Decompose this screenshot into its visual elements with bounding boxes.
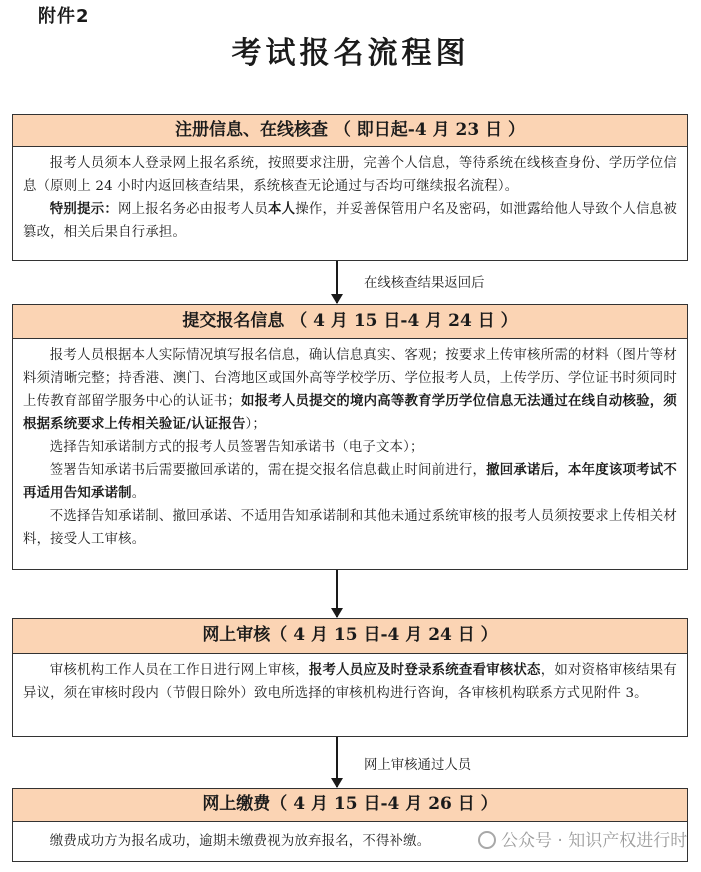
flow-arrow-2 [336, 570, 338, 617]
step-submit-body [13, 339, 687, 551]
submit-paragraph-3 [23, 459, 677, 505]
review-paragraph-text: 审核机构工作人员在工作日进行网上审核， [49, 663, 309, 678]
attachment-label: 附件2 [38, 6, 90, 27]
submit-paragraph-1 [23, 344, 677, 436]
step-register-body [13, 147, 687, 244]
page-title: 考试报名流程图 [231, 36, 470, 71]
payment-paragraph: 缴费成功方为报名成功，逾期未缴费视为放弃报名，不得补缴。 [49, 834, 431, 849]
watermark [478, 826, 687, 851]
submit-paragraph-1-end: ）； [245, 417, 267, 432]
special-notice [23, 198, 677, 244]
submit-paragraph-3-end: 。 [131, 486, 146, 501]
special-notice-text: 网上报名务必由报考人员 [117, 202, 268, 217]
submit-paragraph-4: 不选择告知承诺制、撤回承诺、不适用告知承诺制和其他未通过系统审核的报考人员须按要求上传相关材料，接受人工审核。 [23, 509, 677, 547]
watermark-text: 公众号 · 知识产权进行时 [501, 831, 688, 851]
step-register-box [12, 114, 688, 261]
submit-paragraph-2: 选择告知承诺制方式的报考人员签署告知承诺书（电子文本）； [49, 440, 424, 455]
step-review-header: 网上审核（ 4 月 15 日-4 月 24 日 ） [13, 619, 687, 654]
step-review-body [13, 654, 687, 705]
special-notice-emphasis: 本人 [267, 201, 296, 217]
flow-arrow-3 [336, 737, 338, 787]
review-paragraph-emphasis: 报考人员应及时登录系统查看审核状态 [308, 662, 541, 678]
review-paragraph-end: ，如对资格审核结果有异议，须在审核时段内（节假日除外）致电所选择的审核机构进行咨询，各审核机构联系方式见附件 3。 [23, 663, 677, 701]
submit-paragraph-1-emphasis: 如报考人员提交的境内高等教育学历学位信息无法通过在线自动核验，须根据系统要求上传相关验证/认证报告 [23, 393, 677, 432]
step-register-paragraph: 报考人员须本人登录网上报名系统，按照要求注册，完善个人信息，等待系统在线核查身份、学历学位信息（原则上 24 小时内返回核查结果，系统核查无论通过与否均可继续报名流程）。 [23, 156, 677, 194]
submit-paragraph-3-text: 签署告知承诺书后需要撤回承诺的，需在提交报名信息截止时间前进行， [49, 463, 487, 478]
submit-paragraph-1-text: 报考人员根据本人实际情况填写报名信息，确认信息真实、客观；按要求上传审核所需的材料（图片等材料须清晰完整；持香港、澳门、台湾地区或国外高等学校学历、学位报考人员，上传学历、学位证书时须同时上传教育部留学服务中心的认证书； [23, 348, 677, 409]
wechat-official-account-icon [478, 831, 496, 849]
step-submit-box [12, 304, 688, 570]
arrow-1-label: 在线核查结果返回后 [364, 276, 485, 291]
step-submit-header: 提交报名信息 （ 4 月 15 日-4 月 24 日 ） [13, 305, 687, 339]
submit-paragraph-3-emphasis: 撤回承诺后，本年度该项考试不再适用告知承诺制 [23, 462, 677, 501]
step-payment-header: 网上缴费（ 4 月 15 日-4 月 26 日 ） [13, 789, 687, 822]
step-review-box [12, 618, 688, 737]
special-notice-text-end: 操作，并妥善保管用户名及密码，如泄露给他人导致个人信息被篡改，相关后果自行承担。 [23, 202, 678, 240]
flow-arrow-1 [336, 261, 338, 303]
special-notice-label: 特别提示： [49, 201, 118, 217]
review-paragraph [23, 659, 677, 705]
step-register-header: 注册信息、在线核查 （ 即日起-4 月 23 日 ） [13, 115, 687, 147]
arrow-3-label: 网上审核通过人员 [364, 758, 472, 773]
